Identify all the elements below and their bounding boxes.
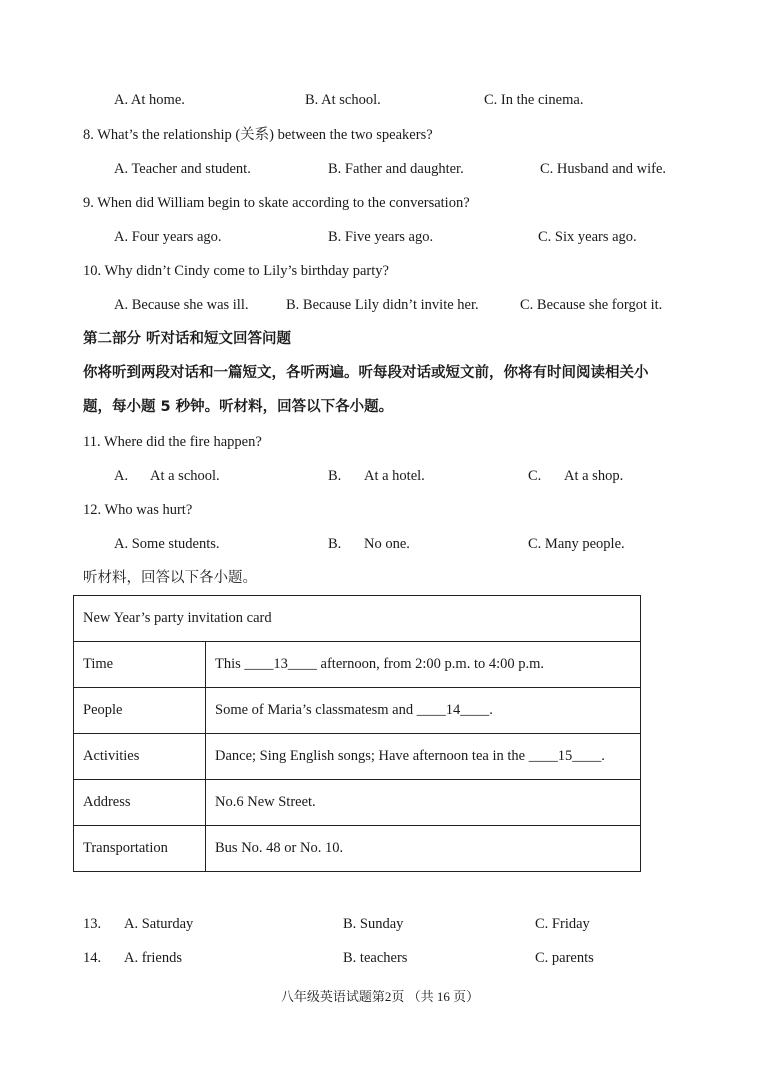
option-13b: B. Sunday: [343, 916, 404, 932]
option-8b: B. Father and daughter.: [328, 161, 464, 177]
table-row: [74, 642, 641, 688]
row-value: No.6 New Street.: [206, 780, 641, 826]
row-key: Activities: [74, 734, 206, 780]
question-14-number: 14.: [83, 950, 102, 966]
option-11a-text: At a school.: [150, 468, 220, 484]
option-11c-letter: C.: [528, 468, 542, 484]
option-8a: A. Teacher and student.: [114, 161, 251, 177]
table-row: [74, 596, 641, 642]
invitation-table: [73, 595, 641, 872]
option-7b: B. At school.: [305, 92, 381, 108]
option-10c: C. Because she forgot it.: [520, 297, 663, 313]
option-10b: B. Because Lily didn’t invite her.: [286, 297, 479, 313]
table-row: [74, 688, 641, 734]
option-14c: C. parents: [535, 950, 594, 966]
option-14a: A. friends: [124, 950, 182, 966]
option-12c: C. Many people.: [528, 536, 625, 552]
section-instruction-line1: 你将听到两段对话和一篇短文，各听两遍。听每段对话或短文前，你将有时间阅读相关小: [83, 365, 649, 381]
row-key: Time: [74, 642, 206, 688]
row-value: Some of Maria’s classmatesm and ____14____.: [206, 688, 641, 734]
table-row: [74, 780, 641, 826]
option-7a: A. At home.: [114, 92, 185, 108]
option-9b: B. Five years ago.: [328, 229, 434, 245]
table-row: [74, 826, 641, 872]
option-13a: A. Saturday: [124, 916, 194, 932]
row-key: Transportation: [74, 826, 206, 872]
invitation-title: New Year’s party invitation card: [74, 596, 641, 642]
row-value: Dance; Sing English songs; Have afternoon tea in the ____15____.: [206, 734, 641, 780]
page-footer: 八年级英语试题第2页 （共 16 页）: [280, 989, 480, 1004]
option-7c: C. In the cinema.: [484, 92, 584, 108]
question-9: 9. When did William begin to skate according to the conversation?: [83, 195, 470, 211]
option-12b-text: No one.: [364, 536, 410, 552]
table-row: [74, 734, 641, 780]
option-14b: B. teachers: [343, 950, 408, 966]
option-12b-letter: B.: [328, 536, 342, 552]
row-key: Address: [74, 780, 206, 826]
option-11c-text: At a shop.: [564, 468, 624, 484]
option-12a: A. Some students.: [114, 536, 220, 552]
option-13c: C. Friday: [535, 916, 590, 932]
section-heading: 第二部分 听对话和短文回答问题: [83, 331, 292, 347]
option-11b-letter: B.: [328, 468, 342, 484]
question-10: 10. Why didn’t Cindy come to Lily’s birthday party?: [83, 263, 389, 279]
option-9a: A. Four years ago.: [114, 229, 222, 245]
question-8: 8. What’s the relationship (关系) between the two speakers?: [83, 127, 433, 143]
option-9c: C. Six years ago.: [538, 229, 637, 245]
row-key: People: [74, 688, 206, 734]
option-11a-letter: A.: [114, 468, 129, 484]
question-13-number: 13.: [83, 916, 102, 932]
listen-prompt: 听材料，回答以下各小题。: [83, 570, 257, 586]
option-11b-text: At a hotel.: [364, 468, 425, 484]
question-11: 11. Where did the fire happen?: [83, 434, 262, 450]
question-12: 12. Who was hurt?: [83, 502, 193, 518]
section-instruction-line2: 题，每小题 5 秒钟。听材料，回答以下各小题。: [83, 399, 394, 415]
option-8c: C. Husband and wife.: [540, 161, 667, 177]
option-10a: A. Because she was ill.: [114, 297, 249, 313]
row-value: This ____13____ afternoon, from 2:00 p.m. to 4:00 p.m.: [206, 642, 641, 688]
row-value: Bus No. 48 or No. 10.: [206, 826, 641, 872]
